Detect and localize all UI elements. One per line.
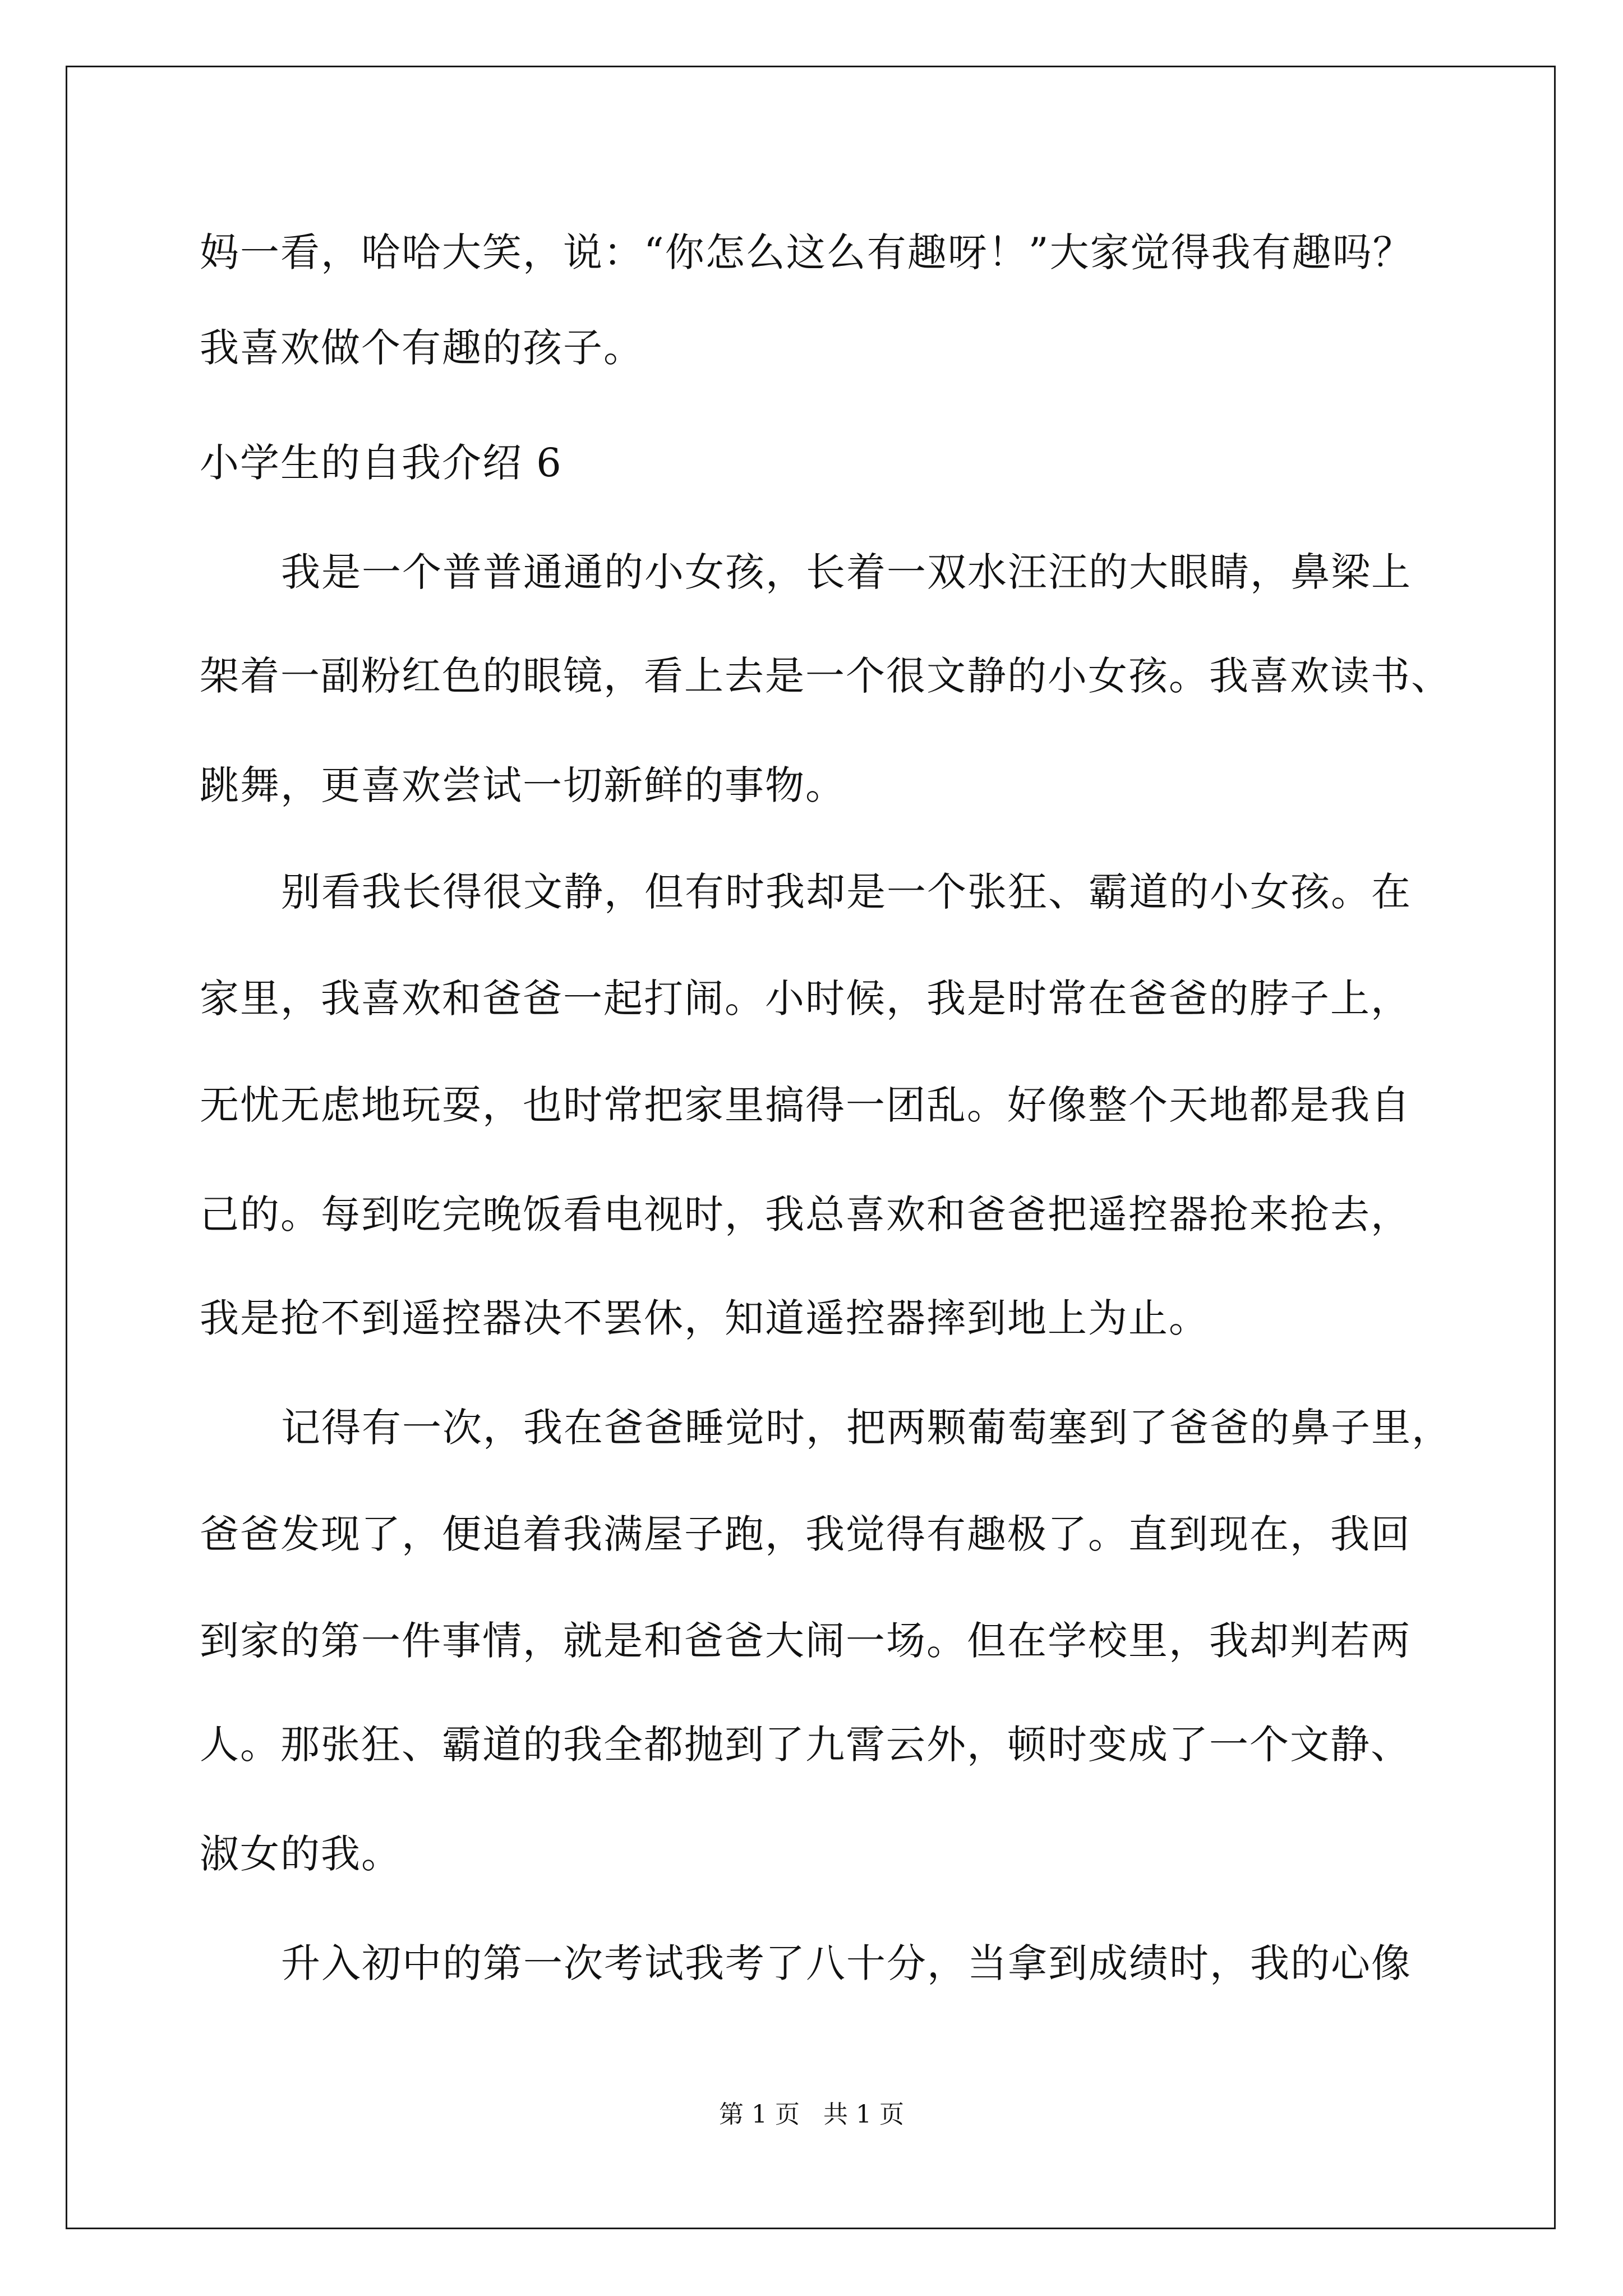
text-line: 人。那张狂、霸道的我全都抛到了九霄云外，顿时变成了一个文静、: [200, 1722, 1411, 1768]
text-line: 妈一看，哈哈大笑，说：“你怎么这么有趣呀！”大家觉得我有趣吗？: [200, 229, 1413, 275]
text-line: 跳舞，更喜欢尝试一切新鲜的事物。: [200, 762, 846, 808]
paragraph-start: 别看我长得很文静，但有时我却是一个张狂、霸道的小女孩。在: [281, 869, 1412, 915]
text-line: 我喜欢做个有趣的孩子。: [200, 325, 644, 371]
text-line: 家里，我喜欢和爸爸一起打闹。小时候，我是时常在爸爸的脖子上，: [200, 976, 1411, 1022]
paragraph-start: 升入初中的第一次考试我考了八十分，当拿到成绩时，我的心像: [281, 1940, 1412, 1986]
text-line: 到家的第一件事情，就是和爸爸大闹一场。但在学校里，我却判若两: [200, 1618, 1411, 1664]
page-number: 第 1 页 共 1 页: [719, 2100, 904, 2129]
text-line: 己的。每到吃完晚饭看电视时，我总喜欢和爸爸把遥控器抢来抢去，: [200, 1191, 1411, 1237]
paragraph-start: 我是一个普普通通的小女孩，长着一双水汪汪的大眼睛，鼻梁上: [281, 549, 1412, 595]
text-line: 无忧无虑地玩耍，也时常把家里搞得一团乱。好像整个天地都是我自: [200, 1082, 1411, 1128]
text-line: 架着一副粉红色的眼镜，看上去是一个很文静的小女孩。我喜欢读书、: [200, 653, 1451, 699]
text-line: 我是抢不到遥控器决不罢休，知道遥控器摔到地上为止。: [200, 1295, 1209, 1341]
page-border: [66, 66, 1556, 2229]
text-line: 爸爸发现了，便追着我满屋子跑，我觉得有趣极了。直到现在，我回: [200, 1511, 1411, 1557]
paragraph-start: 记得有一次，我在爸爸睡觉时，把两颗葡萄塞到了爸爸的鼻子里，: [281, 1405, 1452, 1451]
section-heading: 小学生的自我介绍 6: [200, 440, 562, 486]
text-line: 淑女的我。: [200, 1831, 402, 1877]
